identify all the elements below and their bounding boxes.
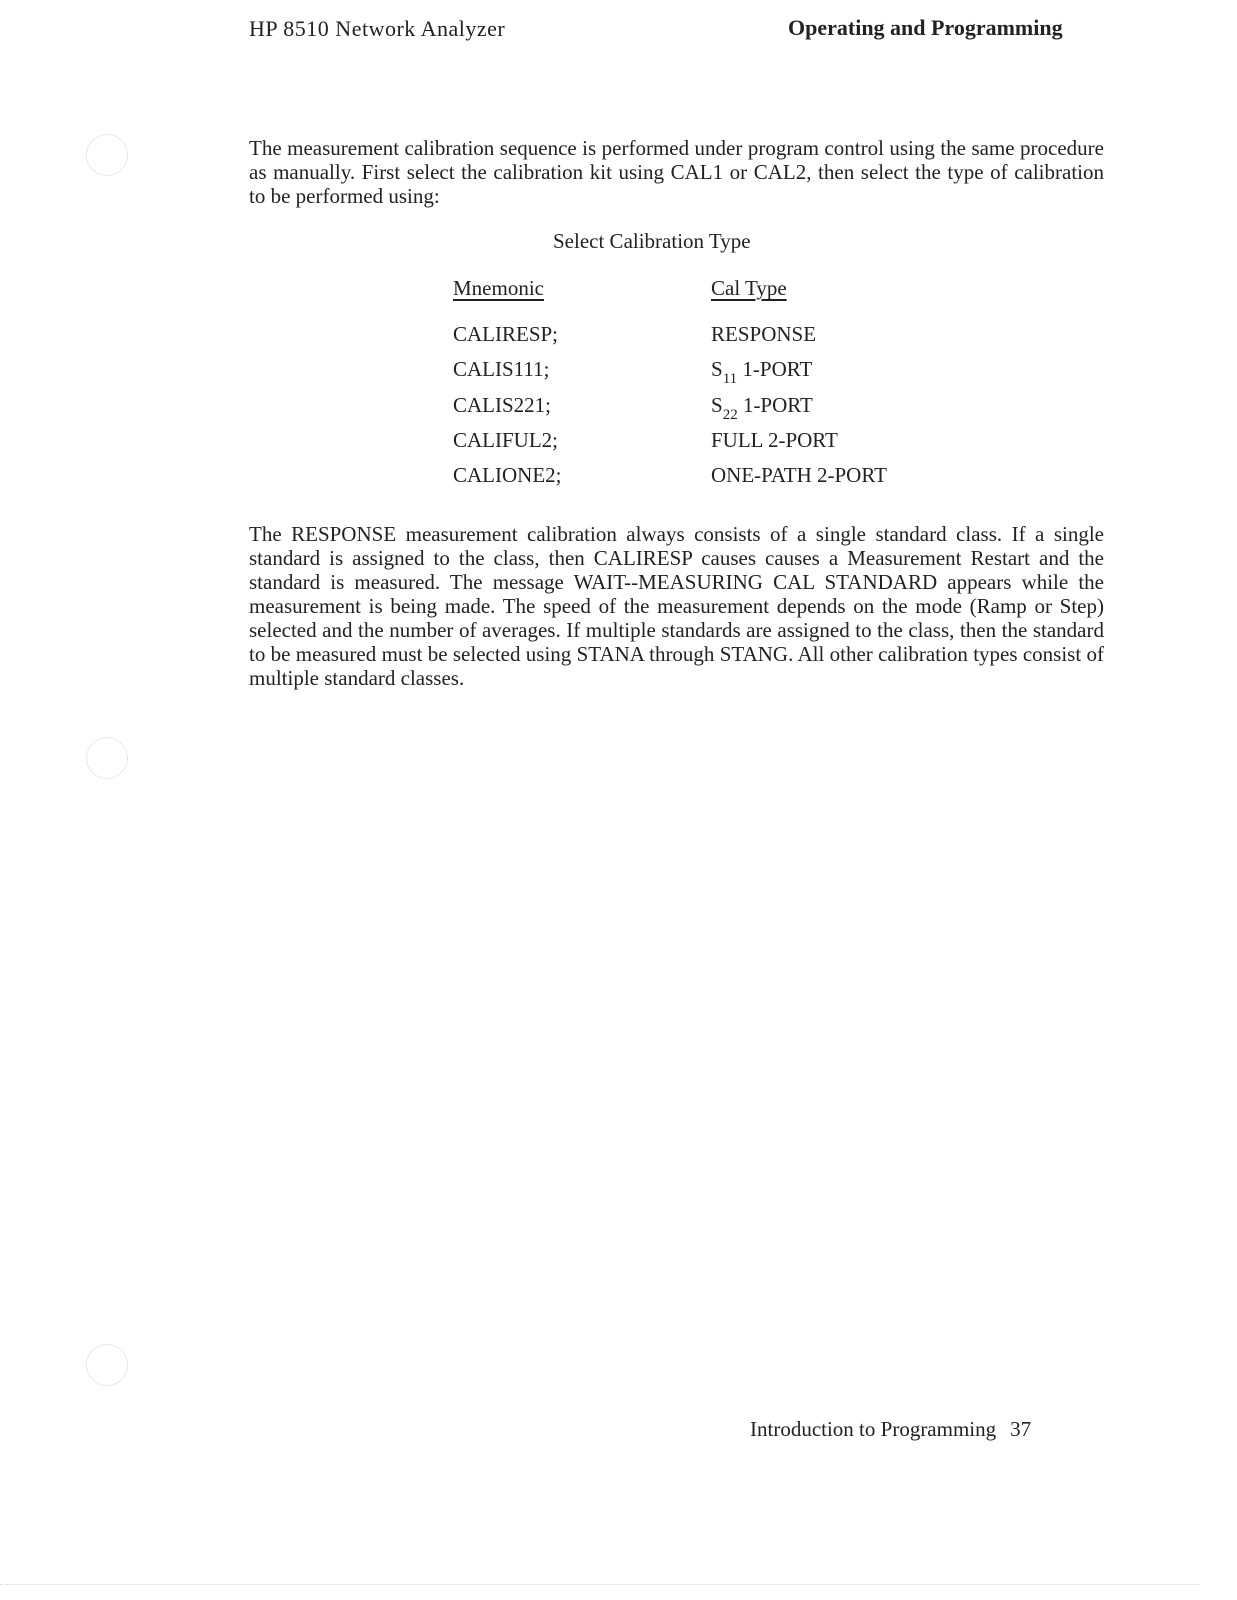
mnemonic-cell: CALIFUL2; [453, 428, 558, 452]
cal-type-cell: RESPONSE [711, 322, 817, 346]
binder-hole-mark [86, 134, 128, 176]
cal-type-rest: 1-PORT [737, 393, 813, 417]
running-header-section: Operating and Programming [788, 15, 1063, 40]
table-row [0, 463, 1237, 491]
scan-edge-divider [0, 1584, 1200, 1585]
cal-type-cell [711, 393, 813, 423]
column-header-mnemonic: Mnemonic [453, 276, 544, 300]
table-row [0, 393, 1237, 421]
mnemonic-cell: CALIONE2; [453, 463, 562, 487]
cal-type-prefix: S [711, 393, 723, 417]
table-row [0, 357, 1237, 385]
table-title: Select Calibration Type [553, 229, 751, 253]
binder-hole-mark [86, 1344, 128, 1386]
mnemonic-cell: CALIS221; [453, 393, 552, 417]
cal-type-cell: ONE-PATH 2-PORT [711, 463, 887, 487]
cal-type-rest: 1-PORT [737, 357, 813, 381]
page-footer [750, 1417, 1031, 1442]
binder-hole-mark [86, 737, 128, 779]
page-number: 37 [1010, 1417, 1032, 1441]
intro-paragraph: The measurement calibration sequence is performed under program control using the same procedure as manually. First select the calibration kit using CAL1 or CAL2, then select the type of calibration to be performed using: [249, 136, 1104, 208]
cal-type-prefix: S [711, 357, 723, 381]
cal-type-cell: FULL 2-PORT [711, 428, 838, 452]
cal-type-subscript: 11 [722, 371, 738, 387]
mnemonic-cell: CALIS111; [453, 357, 550, 381]
table-row [0, 428, 1237, 456]
mnemonic-cell: CALIRESP; [453, 322, 559, 346]
running-header-title: HP 8510 Network Analyzer [249, 16, 506, 41]
table-row [0, 322, 1237, 350]
cal-type-cell [711, 357, 813, 387]
footer-section-title: Introduction to Programming [750, 1417, 997, 1441]
cal-type-subscript: 22 [722, 407, 738, 423]
response-paragraph: The RESPONSE measurement calibration always consists of a single standard class. If a single standard is assigned to the class, then CALIRESP causes causes a Measurement Restart and the standard is measured. The message WAIT--MEASURING CAL STANDARD appears while the measurement is being made. The speed of the measurement depends on the mode (Ramp or Step) selected and the number of averages. If multiple standards are assigned to the class, then the standard to be measured must be selected using STANA through STANG. All other calibration types consist of multiple standard classes. [249, 522, 1104, 690]
column-header-cal-type: Cal Type [711, 276, 787, 300]
